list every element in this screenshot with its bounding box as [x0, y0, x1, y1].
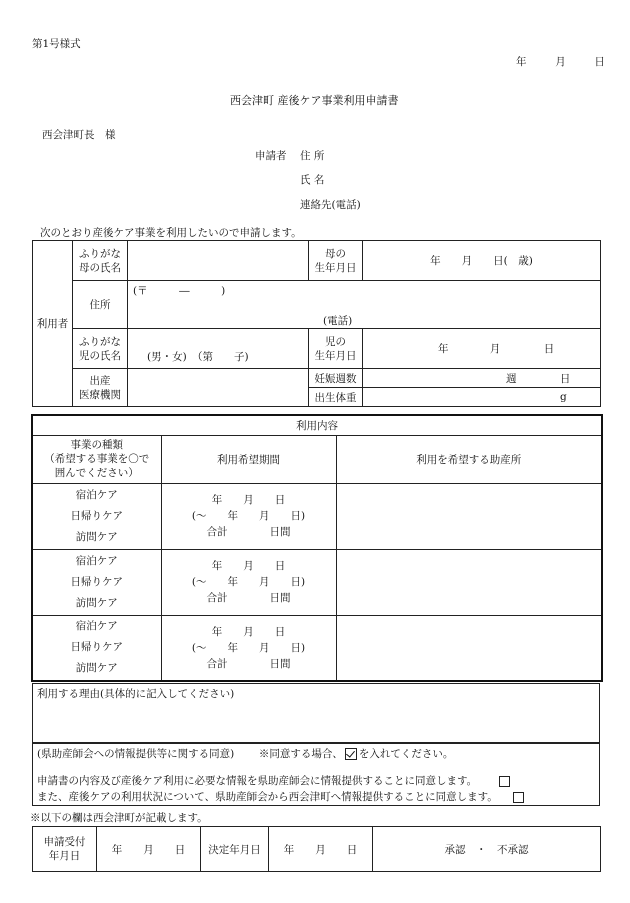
type-daytrip[interactable]: 日帰りケア [70, 509, 123, 522]
type-overnight[interactable]: 宿泊ケア [75, 554, 118, 567]
date-header [516, 54, 605, 69]
mother-dob-field[interactable]: 年 月 日( 歳) [363, 241, 601, 281]
type-visit[interactable]: 訪問ケア [75, 596, 118, 609]
applicant-contact-label: 連絡先(電話) [300, 199, 361, 211]
type-visit[interactable]: 訪問ケア [75, 662, 118, 675]
type-overnight[interactable]: 宿泊ケア [75, 488, 118, 501]
facility-field[interactable] [128, 369, 309, 407]
addressee: 西会津町長 様 [42, 129, 116, 141]
form-number: 第1号様式 [32, 38, 81, 50]
user-side-label: 利用者 [33, 241, 73, 407]
applicant-address-label: 住 所 [300, 150, 325, 162]
postal-code: (〒 ― ) [133, 285, 226, 297]
facility-choice-field[interactable] [336, 615, 602, 681]
date-day: 日 [594, 56, 605, 68]
gestation-field[interactable]: 週 日 [363, 369, 601, 388]
facility-choice-field[interactable] [336, 549, 602, 615]
gestation-label: 妊娠週数 [309, 369, 363, 388]
period-field[interactable]: 年 月 日 (～ 年 月 日) 合計 日間 [161, 483, 336, 549]
mother-dob-label: 母の 生年月日 [309, 241, 363, 281]
usage-row [32, 615, 602, 681]
facility-choice-field[interactable] [336, 483, 602, 549]
office-note: ※以下の欄は西会津町が記載します。 [30, 812, 208, 824]
col-facility-header: 利用を希望する助産所 [336, 435, 602, 483]
received-date-field[interactable]: 年 月 日 [97, 827, 201, 872]
usage-row [32, 549, 602, 615]
child-dob-field[interactable]: 年 月 日 [363, 329, 601, 369]
mother-name-field[interactable] [128, 241, 309, 281]
date-year: 年 [516, 56, 527, 68]
consent-line-2: また、産後ケアの利用状況について、県助産師会から西会津町へ情報提供することに同意します。 [37, 789, 527, 804]
mother-name-label: ふりがな 母の氏名 [73, 241, 128, 281]
reason-label: 利用する理由(具体的に記入してください) [37, 688, 235, 700]
child-sex-order: (男・女) （第 子) [147, 351, 249, 363]
consent-box [32, 742, 600, 806]
birth-weight-label: 出生体重 [309, 388, 363, 407]
child-dob-label: 児の 生年月日 [309, 329, 363, 369]
facility-label: 出産 医療機関 [73, 369, 128, 407]
child-name-label: ふりがな 児の氏名 [73, 329, 128, 369]
type-daytrip[interactable]: 日帰りケア [70, 641, 123, 654]
date-month: 月 [555, 56, 566, 68]
consent-line-1: 申請書の内容及び産後ケア利用に必要な情報を県助産師会に情報提供することに同意します。 [37, 773, 513, 788]
decision-date-label: 決定年月日 [201, 827, 269, 872]
col-period-header: 利用希望期間 [161, 435, 336, 483]
user-info-table [32, 240, 601, 407]
period-field[interactable]: 年 月 日 (～ 年 月 日) 合計 日間 [161, 615, 336, 681]
office-table [32, 826, 601, 872]
applicant-name-label: 氏 名 [300, 174, 325, 186]
checkmark-icon [345, 748, 357, 760]
consent-checkbox-1[interactable] [499, 776, 510, 787]
period-field[interactable]: 年 月 日 (～ 年 月 日) 合計 日間 [161, 549, 336, 615]
address-label: 住所 [73, 281, 128, 329]
applicant-label: 申請者 [255, 150, 287, 162]
usage-table [31, 414, 603, 682]
decision-date-field[interactable]: 年 月 日 [269, 827, 373, 872]
phone-label: (電話) [323, 315, 353, 327]
address-field[interactable] [128, 281, 601, 329]
child-name-field[interactable] [128, 329, 309, 369]
usage-header: 利用内容 [32, 415, 602, 435]
page-title: 西会津町 産後ケア事業利用申請書 [230, 94, 399, 107]
type-overnight[interactable]: 宿泊ケア [75, 620, 118, 633]
col-type-header: 事業の種類 （希望する事業を〇で 囲んでください） [32, 435, 161, 483]
consent-checkbox-2[interactable] [513, 792, 524, 803]
approval-field[interactable]: 承認 ・ 不承認 [373, 827, 601, 872]
usage-row [32, 483, 602, 549]
birth-weight-field[interactable]: g [363, 388, 601, 407]
type-daytrip[interactable]: 日帰りケア [70, 575, 123, 588]
consent-title: (県助産師会への情報提供等に関する同意) ※同意する場合、 を入れてください。 [37, 748, 454, 760]
type-visit[interactable]: 訪問ケア [75, 530, 118, 543]
intro-text: 次のとおり産後ケア事業を利用したいので申請します。 [40, 227, 302, 239]
received-date-label: 申請受付 年月日 [33, 827, 97, 872]
reason-box[interactable] [32, 683, 600, 744]
